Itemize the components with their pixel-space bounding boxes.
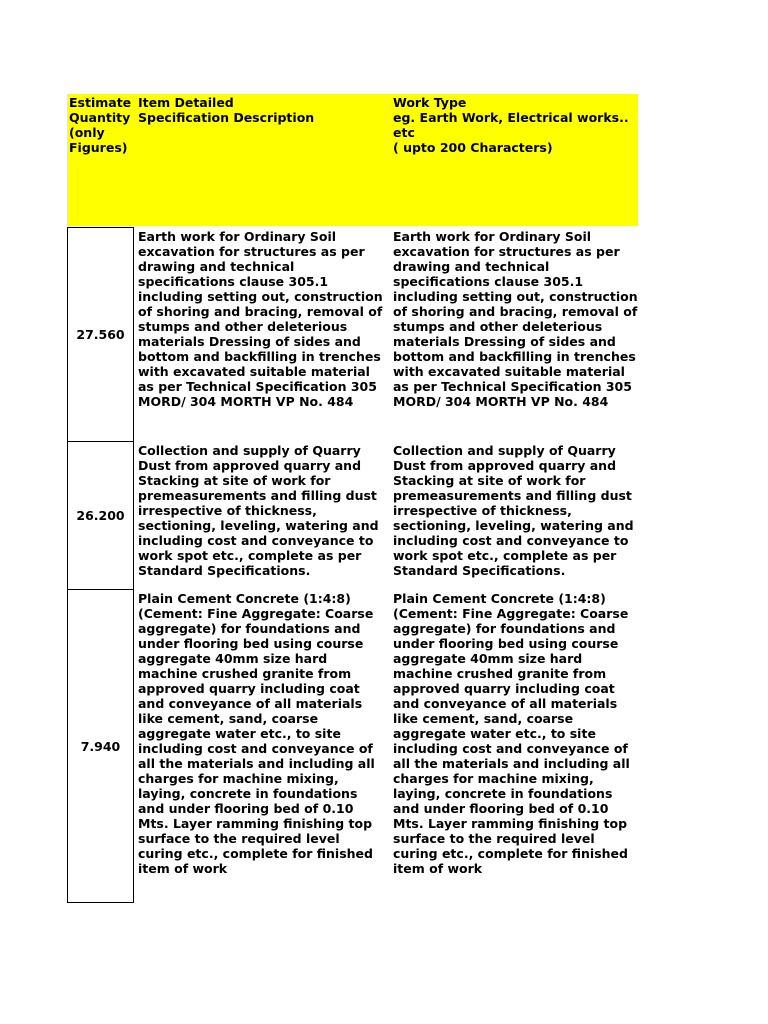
- row-1-quantity: 27.560: [76, 327, 125, 342]
- row-2-description: Collection and supply of Quarry Dust from approved quarry and Stacking at site of work for premeasurements and filling dust irrespective of thickness, sectioning, leveling, watering and including cost and conveyance to work spot etc., complete as per Standard Specifications.: [138, 443, 379, 578]
- header-item-description: Item Detailed Specification Description: [138, 95, 315, 125]
- row-2-quantity: 26.200: [76, 508, 125, 523]
- row-1-description: Earth work for Ordinary Soil excavation for structures as per drawing and technical specifications clause 305.1 including setting out, construction of shoring and bracing, removal of stumps and other deleterious materials Dressing of sides and bottom and backfilling in trenches with excavated suitable material as per Technical Specification 305 MORD/ 304 MORTH VP No. 484: [138, 229, 383, 409]
- table-header: [67, 94, 638, 226]
- row-3-quantity-cell: [67, 589, 134, 903]
- header-work-type: Work Type eg. Earth Work, Electrical works.. etc ( upto 200 Characters): [393, 95, 629, 155]
- row-2-quantity-cell: [67, 441, 134, 590]
- row-3-work-type: Plain Cement Concrete (1:4:8) (Cement: Fine Aggregate: Coarse aggregate) for foundations and under flooring bed using course aggregate 40mm size hard machine crushed granite from approved quarry including coat and conveyance of all materials like cement, sand, coarse aggregate water etc., to site including cost and conveyance of all the materials and including all charges for machine mixing, laying, concrete in foundations and under flooring bed of 0.10 Mts. Layer ramming finishing top surface to the required level curing etc., complete for finished item of work: [393, 591, 630, 876]
- row-1-quantity-cell: [67, 227, 134, 442]
- row-1-work-type: Earth work for Ordinary Soil excavation for structures as per drawing and technical specifications clause 305.1 including setting out, construction of shoring and bracing, removal of stumps and other deleterious materials Dressing of sides and bottom and backfilling in trenches with excavated suitable material as per Technical Specification 305 MORD/ 304 MORTH VP No. 484: [393, 229, 638, 409]
- row-3-quantity: 7.940: [80, 738, 121, 754]
- header-estimate-quantity: Estimate Quantity (only Figures): [69, 95, 132, 155]
- row-2-work-type: Collection and supply of Quarry Dust from approved quarry and Stacking at site of work for premeasurements and filling dust irrespective of thickness, sectioning, leveling, watering and including cost and conveyance to work spot etc., complete as per Standard Specifications.: [393, 443, 634, 578]
- row-3-description: Plain Cement Concrete (1:4:8) (Cement: Fine Aggregate: Coarse aggregate) for foundations and under flooring bed using course aggregate 40mm size hard machine crushed granite from approved quarry including coat and conveyance of all materials like cement, sand, coarse aggregate water etc., to site including cost and conveyance of all the materials and including all charges for machine mixing, laying, concrete in foundations and under flooring bed of 0.10 Mts. Layer ramming finishing top surface to the required level curing etc., complete for finished item of work: [138, 591, 375, 876]
